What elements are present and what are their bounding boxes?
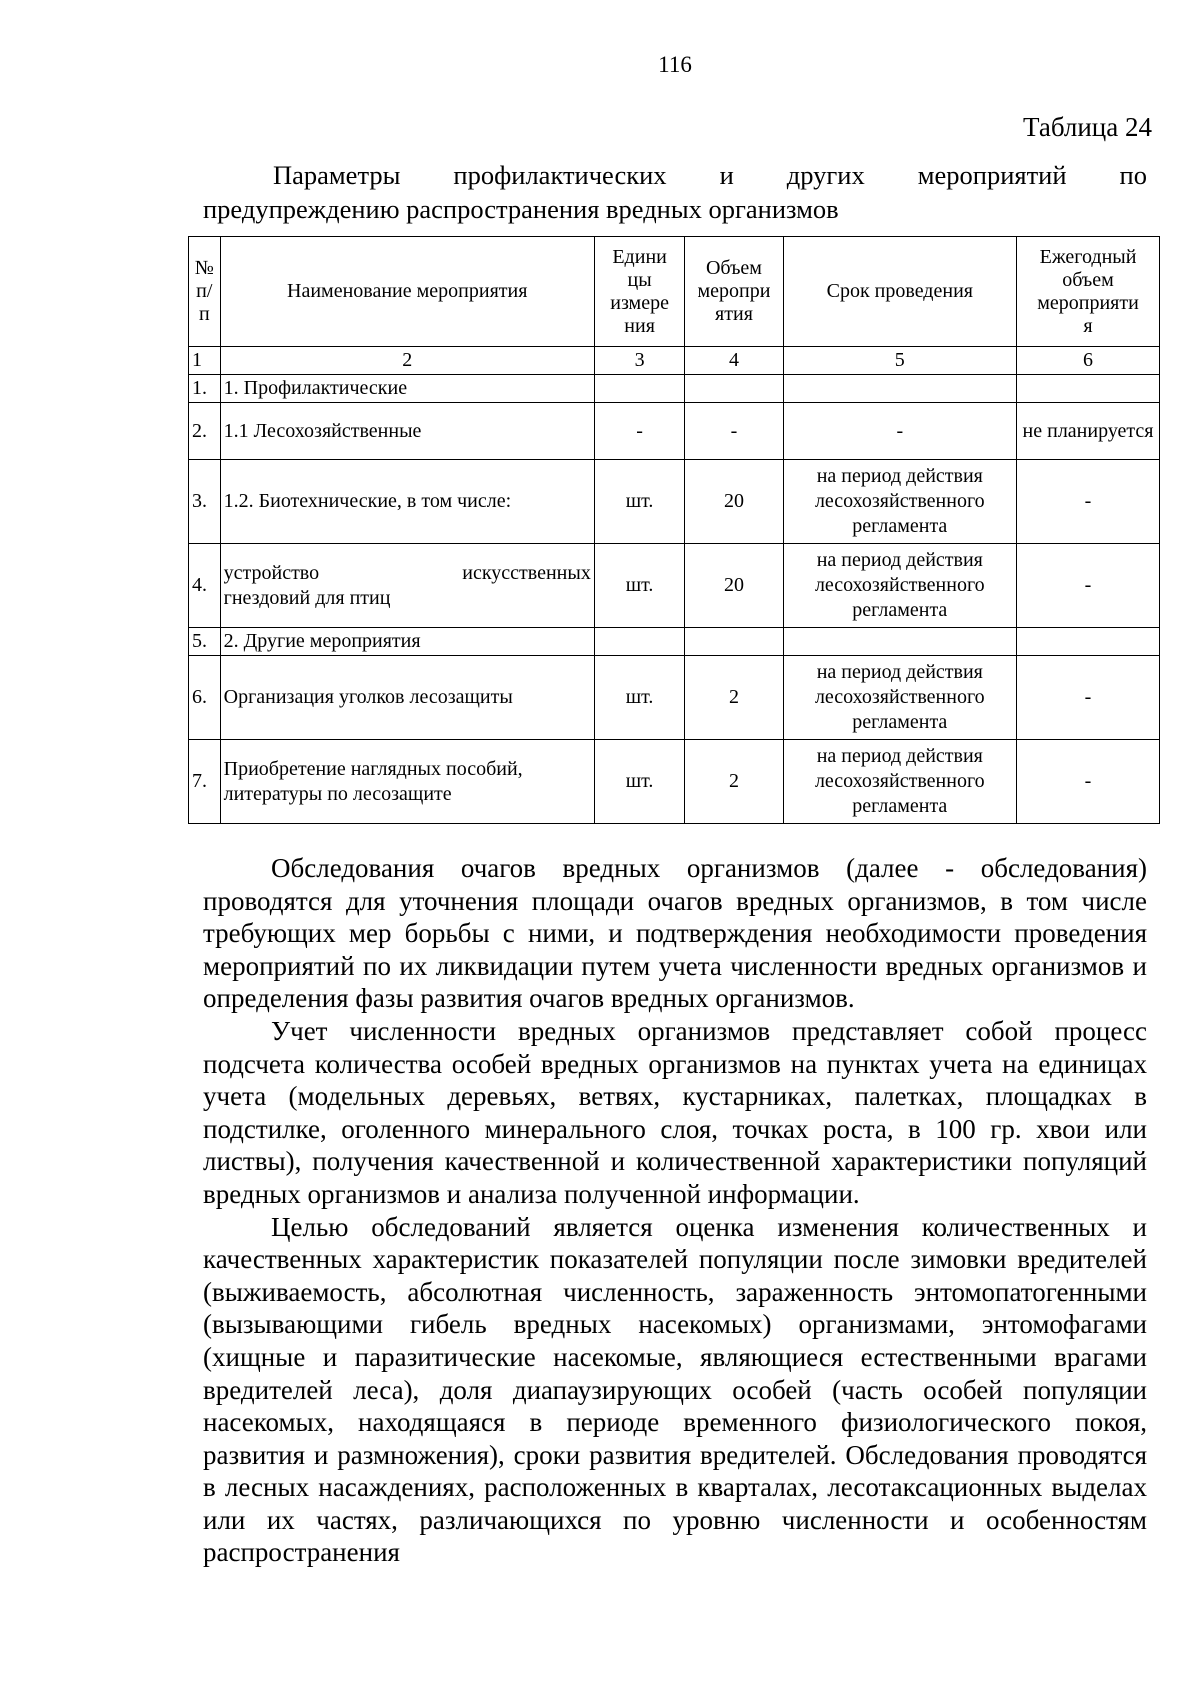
title-word: других [786,160,865,190]
row-period: на период действия лесохозяйственного регламента [783,656,1016,740]
table-title-line-2: предупреждению распространения вредных организмов [203,194,839,224]
header-volume: Объем меропри ятия [685,237,783,347]
row-unit: шт. [594,460,685,544]
row-name: 1. Профилактические [220,375,594,403]
column-number-row [189,347,1160,375]
table-title [203,158,1147,226]
row-name-line: устройство искусственных [223,561,591,584]
row-period: - [783,403,1016,460]
row-annual: - [1017,740,1160,824]
row-volume: 2 [685,740,783,824]
row-volume [685,628,783,656]
row-volume: 20 [685,460,783,544]
row-name: 1.1 Лесохозяйственные [220,403,594,460]
table-row [189,403,1160,460]
table-row [189,460,1160,544]
title-word: и [719,160,734,190]
title-word: мероприятий [917,160,1067,190]
row-unit: - [594,403,685,460]
column-number: 5 [783,347,1016,375]
page-number: 116 [658,52,692,77]
row-volume [685,375,783,403]
row-num: 3. [189,460,221,544]
row-num: 4. [189,544,221,628]
row-name: 1.2. Биотехнические, в том числе: [220,460,594,544]
row-name: 2. Другие мероприятия [220,628,594,656]
table-row [189,740,1160,824]
header-name: Наименование мероприятия [220,237,594,347]
row-num: 5. [189,628,221,656]
table-row [189,656,1160,740]
table-header-row [189,237,1160,347]
header-unit: Едини цы измере ния [594,237,685,347]
table-title-line-1 [203,158,1147,192]
column-number: 6 [1017,347,1160,375]
column-number: 1 [189,347,221,375]
header-period: Срок проведения [783,237,1016,347]
row-num: 2. [189,403,221,460]
title-word: профилактических [453,160,667,190]
row-period: на период действия лесохозяйственного регламента [783,740,1016,824]
column-number: 4 [685,347,783,375]
row-annual: не планируется [1017,403,1160,460]
table-row [189,375,1160,403]
column-number: 2 [220,347,594,375]
table-row [189,544,1160,628]
row-unit: шт. [594,740,685,824]
row-name: Приобретение наглядных пособий, литературы по лесозащите [220,740,594,824]
table-label: Таблица 24 [1023,112,1152,142]
row-volume: 2 [685,656,783,740]
row-name: Организация уголков лесозащиты [220,656,594,740]
header-num: № п/ п [189,237,221,347]
row-num: 7. [189,740,221,824]
row-num: 6. [189,656,221,740]
title-word: по [1119,160,1147,190]
row-annual [1017,628,1160,656]
header-annual: Ежегодный объем мероприяти я [1017,237,1160,347]
body-text [203,852,1147,1569]
row-name [220,544,594,628]
paragraph: Целью обследований является оценка изменения количественных и качественных характеристик показателей популяции после зимовки вредителей (выживаемость, абсолютная численность, зараженность энтомопатогенными (вызывающими гибель вредных насекомых) организмами, энтомофагами (хищные и паразитические насекомые, являющиеся естественными врагами вредителей леса), доля диапаузирующих особей (часть особей популяции насекомых, находящаяся в периоде временного физиологического покоя, развития и размножения), сроки развития вредителей. Обследования проводятся в лесных насаждениях, расположенных в кварталах, лесотаксационных выделах или их частях, различающихся по уровню численности и особенностям распространения [203,1211,1147,1568]
row-unit [594,375,685,403]
table-row [189,628,1160,656]
row-num: 1. [189,375,221,403]
paragraph: Обследования очагов вредных организмов (далее - обследования) проводятся для уточнения площади очагов вредных организмов, в том числе требующих мер борьбы с ними, и подтверждения необходимости проведения мероприятий по их ликвидации путем учета численности вредных организмов и определения фазы развития очагов вредных организмов. [203,853,1147,1014]
row-period [783,375,1016,403]
row-name-line: гнездовий для птиц [223,586,391,609]
row-volume: 20 [685,544,783,628]
row-annual [1017,375,1160,403]
row-unit [594,628,685,656]
column-number: 3 [594,347,685,375]
row-period: на период действия лесохозяйственного регламента [783,460,1016,544]
title-word: Параметры [273,160,401,190]
row-period: на период действия лесохозяйственного регламента [783,544,1016,628]
measures-table [188,236,1160,824]
row-annual: - [1017,460,1160,544]
row-period [783,628,1016,656]
row-volume: - [685,403,783,460]
row-annual: - [1017,656,1160,740]
row-annual: - [1017,544,1160,628]
row-unit: шт. [594,656,685,740]
row-unit: шт. [594,544,685,628]
paragraph: Учет численности вредных организмов представляет собой процесс подсчета количества особей вредных организмов на пунктах учета на единицах учета (модельных деревьях, ветвях, кустарниках, палетках, площадках в подстилке, оголенного минерального слоя, точках роста, в 100 гр. хвои или листвы), получения качественной и количественной характеристики популяций вредных организмов и анализа полученной информации. [203,1015,1147,1209]
